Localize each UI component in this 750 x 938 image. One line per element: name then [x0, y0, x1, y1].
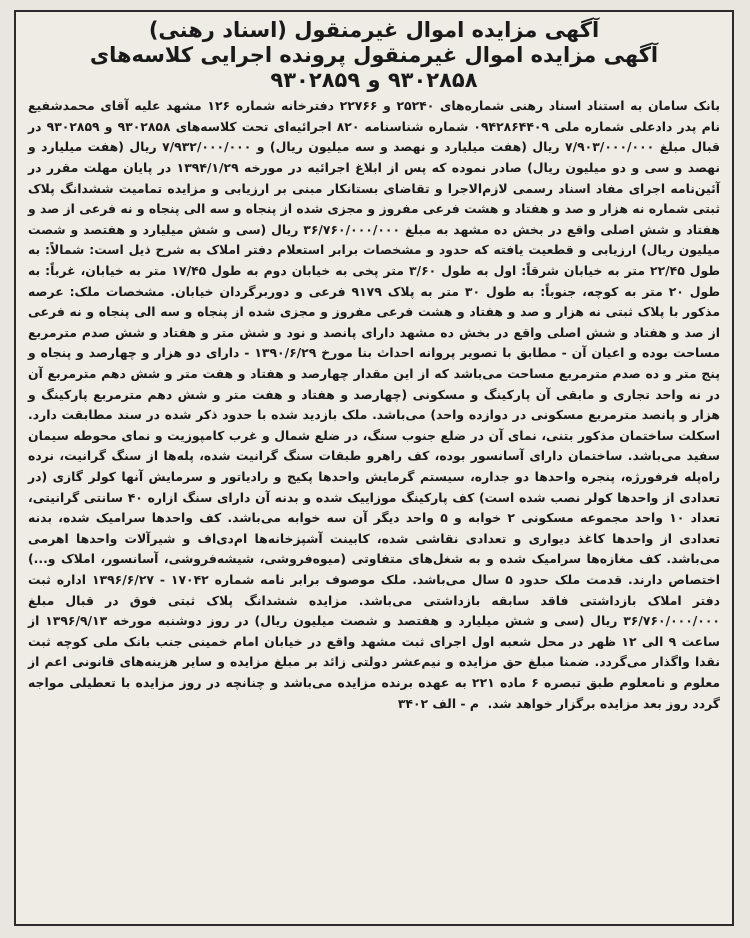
notice-heading: [28, 18, 720, 92]
auction-notice: [14, 10, 734, 926]
notice-title: آگهی مزایده اموال غیرمنقول (اسناد رهنی): [148, 18, 600, 42]
notice-subtitle: آگهی مزایده اموال غیرمنقول پرونده اجرایی کلاسه‌های: [89, 42, 659, 67]
notice-body-text: بانک سامان به استناد اسناد رهنی شماره‌های ۲۵۲۴۰ و ۲۲۷۶۶ دفترخانه شماره ۱۲۶ مشهد علیه آقای محمدشفیع نام پدر دادعلی شماره ملی ۰۹۴۲۸۶۴۴۰۹ شماره شناسنامه ۸۲۰ اجرائیه‌ای تحت کلاسه‌های ۹۳۰۲۸۵۸ و ۹۳۰۲۸۵۹ در قبال مبلغ ۷/۹۰۳/۰۰۰/۰۰۰ ریال (هفت میلیارد و نهصد و سه میلیون ریال) و ۷/۹۳۲/۰۰۰/۰۰۰ ریال (هفت میلیارد و نهصد و سی و دو میلیون ریال) صادر نموده که پس از ابلاغ اجرائیه در مورخه ۱۳۹۴/۱/۲۹ در پایان مهلت مقرر در آئین‌نامه اجرای مفاد اسناد رسمی لازم‌الاجرا و تقاضای بستانکار مبنی بر ارزیابی و مزایده تمامیت ششدانگ پلاک ثبتی شماره نه هزار و صد و هفتاد و هشت فرعی مفروز و مجزی شده از پنجاه و سه الی پنجاه و نه فرعی از صد و هفتاد و شش اصلی واقع در بخش ده مشهد به مبلغ ۳۶/۷۶۰/۰۰۰/۰۰۰ ریال (سی و شش میلیارد و هفتصد و شصت میلیون ریال) ارزیابی و قطعیت یافته که حدود و مشخصات برابر استعلام دفتر املاک به شرح ذیل است: شمالاً: به طول ۲۲/۴۵ متر به خیابان شرقاً: اول به طول ۳/۶۰ متر پخی به خیابان دوم به طول ۱۷/۴۵ متر به خیابان، غرباً: به طول ۲۰ متر به کوچه، جنوباً: به طول ۳۰ متر به پلاک ۹۱۷۹ فرعی و دوربرگردان خیابان. مشخصات ملک: عرصه مذکور با پلاک ثبتی نه هزار و صد و هفتاد و هشت فرعی مفروز و مجزی شده از پنجاه و سه الی پنجاه و نه فرعی از صد و هفتاد و شش اصلی واقع در بخش ده مشهد دارای پانصد و نود و شش متر و هفتاد و شش صدم مترمربع مساحت بوده و اعیان آن - مطابق با تصویر پروانه احداث بنا مورخ ۱۳۹۰/۶/۲۹ - دارای دو هزار و چهارصد و پنجاه و پنج متر و ده صدم مترمربع مساحت می‌باشد که از این مقدار چهارصد و هفتاد و هفت متر و شش دهم مترمربع آن در نه واحد تجاری و مابقی آن پارکینگ و مسکونی (چهارصد و هفتاد و هفت متر و شش دهم مترمربع پارکینگ و هزار و پانصد مترمربع مسکونی در دوازده واحد) می‌باشد. ملک بازدید شده با حدود ذکر شده در سند مطابقت دارد. اسکلت ساختمان مذکور بتنی، نمای آن در ضلع جنوب سنگ، در ضلع شمال و غرب کامپوزیت و نمای محوطه سیمان سفید می‌باشد. ساختمان دارای آسانسور بوده، کف راهرو طبقات سنگ گرانیت شده، پله‌ها از سنگ گرانیت، نرده راه‌پله فرفورژه، پنجره واحدها دو جداره، سیستم گرمایش واحدها پکیج و رادیاتور و سرمایش آنها کولر گازی (در تعدادی از واحدها کولر نصب شده است) کف پارکینگ موزاییک شده و بدنه آن دارای سنگ ازاره ۴۰ سانتی گرانیتی، تعداد ۱۰ واحد مجموعه مسکونی ۲ خوابه و ۵ واحد دیگر آن سه خوابه می‌باشد. کف واحدها سرامیک شده، بدنه تعدادی از واحدها کاغذ دیواری و تعدادی نقاشی شده، کابینت آشپزخانه‌ها ام‌دی‌اف و شیرآلات واحدها اهرمی می‌باشد. کف مغازه‌ها سرامیک شده و به شغل‌های متفاوتی (میوه‌فروشی، شیشه‌فروشی، آسانسور، املاک و...) اختصاص دارند. قدمت ملک حدود ۵ سال می‌باشد. ملک موصوف برابر نامه شماره ۱۷۰۴۲ - ۱۳۹۶/۶/۲۷ اداره ثبت دفتر املاک بازداشتی فاقد سابقه بازداشتی می‌باشد. مزایده ششدانگ پلاک ثبتی فوق در قبال مبلغ ۳۶/۷۶۰/۰۰۰/۰۰۰ ریال (سی و شش میلیارد و هفتصد و شصت میلیون ریال) در روز دوشنبه مورخه ۱۳۹۶/۹/۱۳ از ساعت ۹ الی ۱۲ ظهر در محل شعبه اول اجرای ثبت مشهد واقع در خیابان امام خمینی جنب بانک ملی کوچه ثبت نقدا واگذار می‌گردد. ضمنا مبلغ حق مزایده و نیم‌عشر دولتی زائد بر مبلغ مزایده و سایر هزینه‌های قانونی اعم از معلوم و نامعلوم طبق تبصره ۶ ماده ۲۲۱ به عهده برنده مزایده می‌باشد و چنانچه در روز مزایده با تعطیلی مواجه گردد روز بعد مزایده برگزار خواهد شد.: [28, 98, 721, 711]
case-numbers: ۹۳۰۲۸۵۸ و ۹۳۰۲۸۵۹: [270, 67, 478, 92]
notice-reference-code: م - الف ۳۴۰۲: [397, 695, 479, 711]
notice-body: [28, 96, 720, 714]
